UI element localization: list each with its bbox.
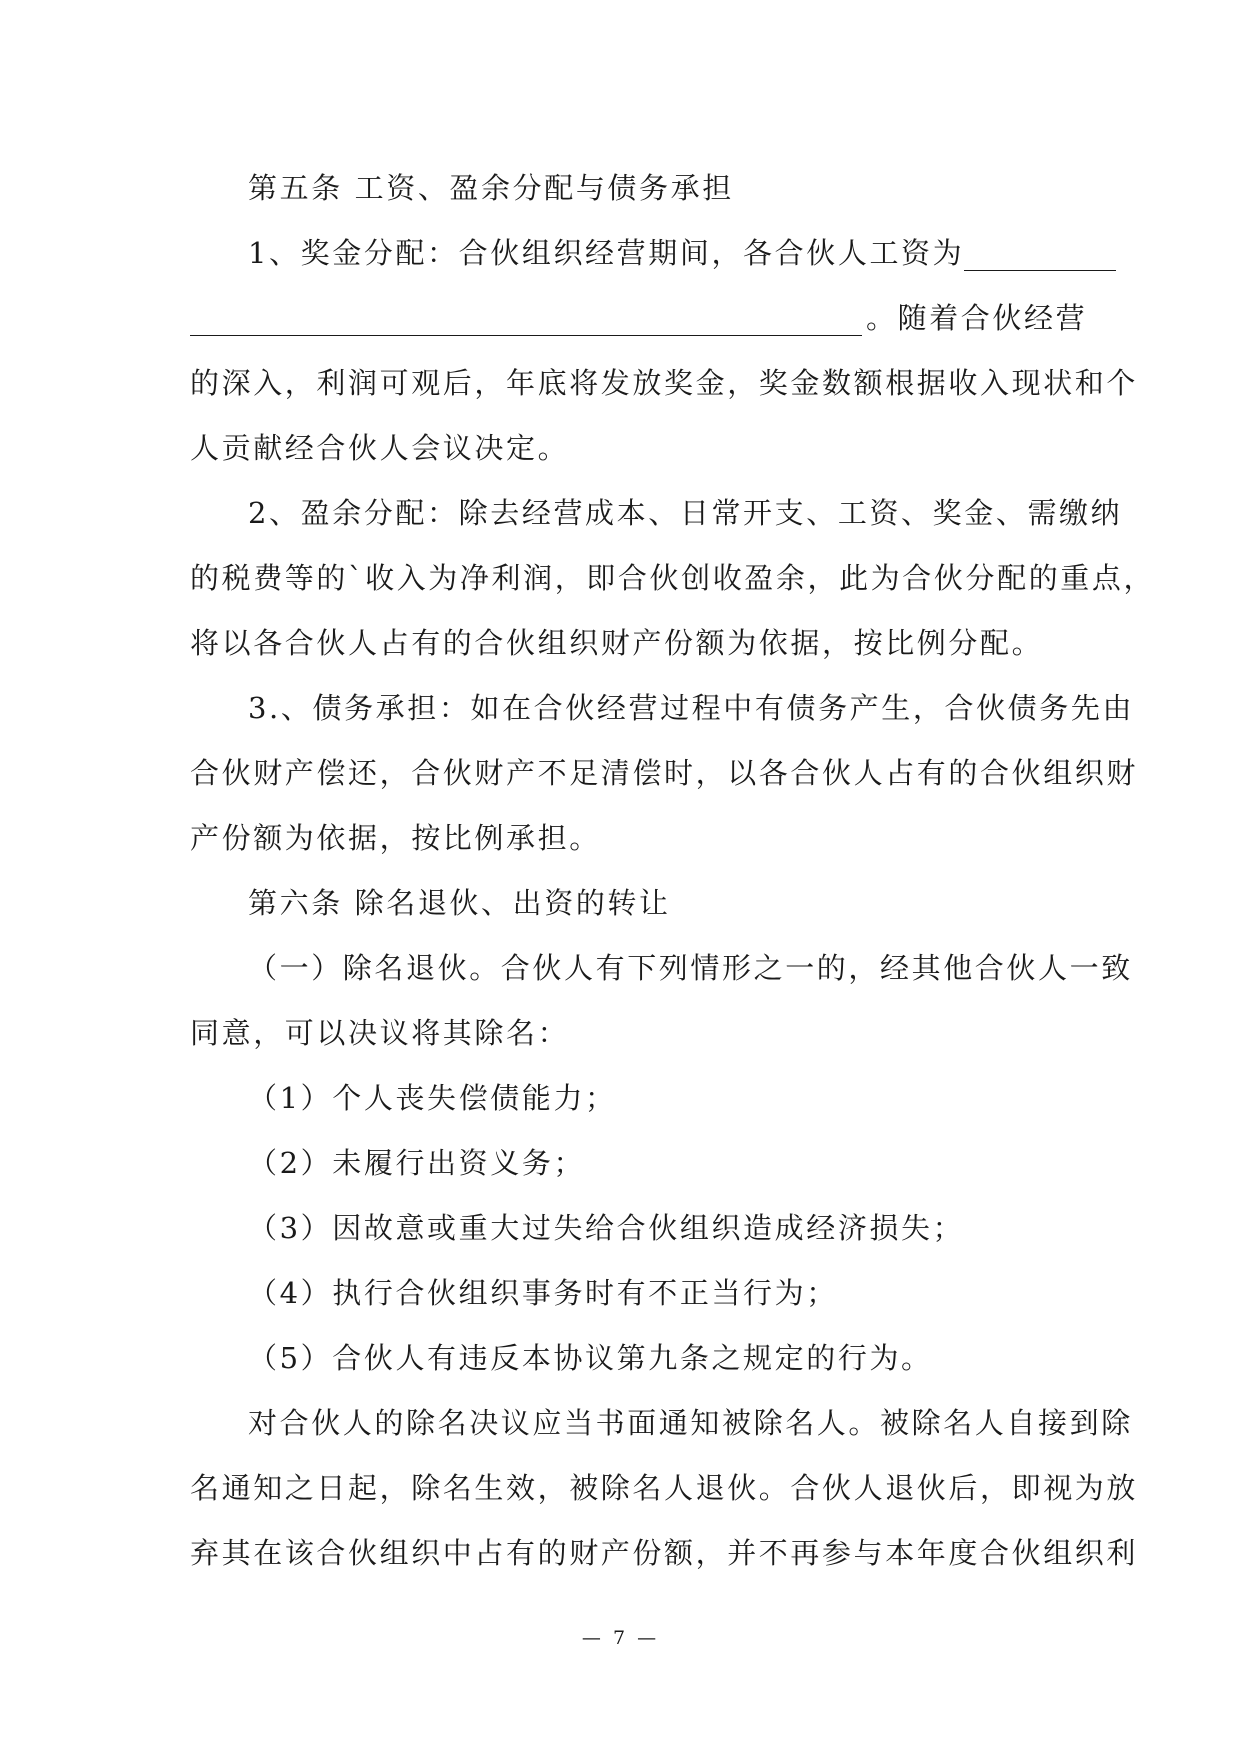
paragraph-line: 对合伙人的除名决议应当书面通知被除名人。被除名人自接到除 xyxy=(248,1406,1133,1440)
document-body xyxy=(190,156,1156,1586)
line-text: 1、奖金分配：合伙组织经营期间，各合伙人工资为 xyxy=(248,236,965,270)
paragraph-line: 弃其在该合伙组织中占有的财产份额，并不再参与本年度合伙组织利 xyxy=(190,1536,1139,1570)
list-item: （4）执行合伙组织事务时有不正当行为； xyxy=(248,1276,838,1310)
list-item: （3）因故意或重大过失给合伙组织造成经济损失； xyxy=(248,1211,965,1245)
list-item: （1）个人丧失偿债能力； xyxy=(248,1081,617,1115)
paragraph-line: 的深入，利润可观后，年底将发放奖金，奖金数额根据收入现状和个 xyxy=(190,366,1139,400)
paragraph-line: 名通知之日起，除名生效，被除名人退伙。合伙人退伙后，即视为放 xyxy=(190,1471,1139,1505)
paragraph-line: （一）除名退伙。合伙人有下列情形之一的，经其他合伙人一致 xyxy=(248,951,1133,985)
paragraph-line: 2、盈余分配：除去经营成本、日常开支、工资、奖金、需缴纳 xyxy=(248,496,1123,530)
list-item: （5）合伙人有违反本协议第九条之规定的行为。 xyxy=(248,1341,933,1375)
list-item: （2）未履行出资义务； xyxy=(248,1146,586,1180)
paragraph-line: 合伙财产偿还，合伙财产不足清偿时，以各合伙人占有的合伙组织财 xyxy=(190,756,1139,790)
blank-underline xyxy=(964,230,1116,271)
paragraph-line xyxy=(190,221,1050,286)
paragraph-line: 人贡献经合伙人会议决定。 xyxy=(190,431,570,465)
paragraph-line: 3.、债务承担：如在合伙经营过程中有债务产生，合伙债务先由 xyxy=(248,691,1135,725)
paragraph-line xyxy=(190,286,1088,351)
paragraph-line: 将以各合伙人占有的合伙组织财产份额为依据，按比例分配。 xyxy=(190,626,1044,660)
article-6-heading: 第六条 除名退伙、出资的转让 xyxy=(248,886,671,920)
paragraph-line: 同意，可以决议将其除名： xyxy=(190,1016,570,1050)
paragraph-line: 产份额为依据，按比例承担。 xyxy=(190,821,601,855)
line-text: 。随着合伙经营 xyxy=(866,301,1088,335)
paragraph-line: 的税费等的`收入为净利润，即合伙创收盈余，此为合伙分配的重点， xyxy=(190,561,1156,595)
blank-underline xyxy=(190,295,862,336)
page-number: — 7 — xyxy=(581,1627,660,1649)
article-5-heading: 第五条 工资、盈余分配与债务承担 xyxy=(248,171,734,205)
